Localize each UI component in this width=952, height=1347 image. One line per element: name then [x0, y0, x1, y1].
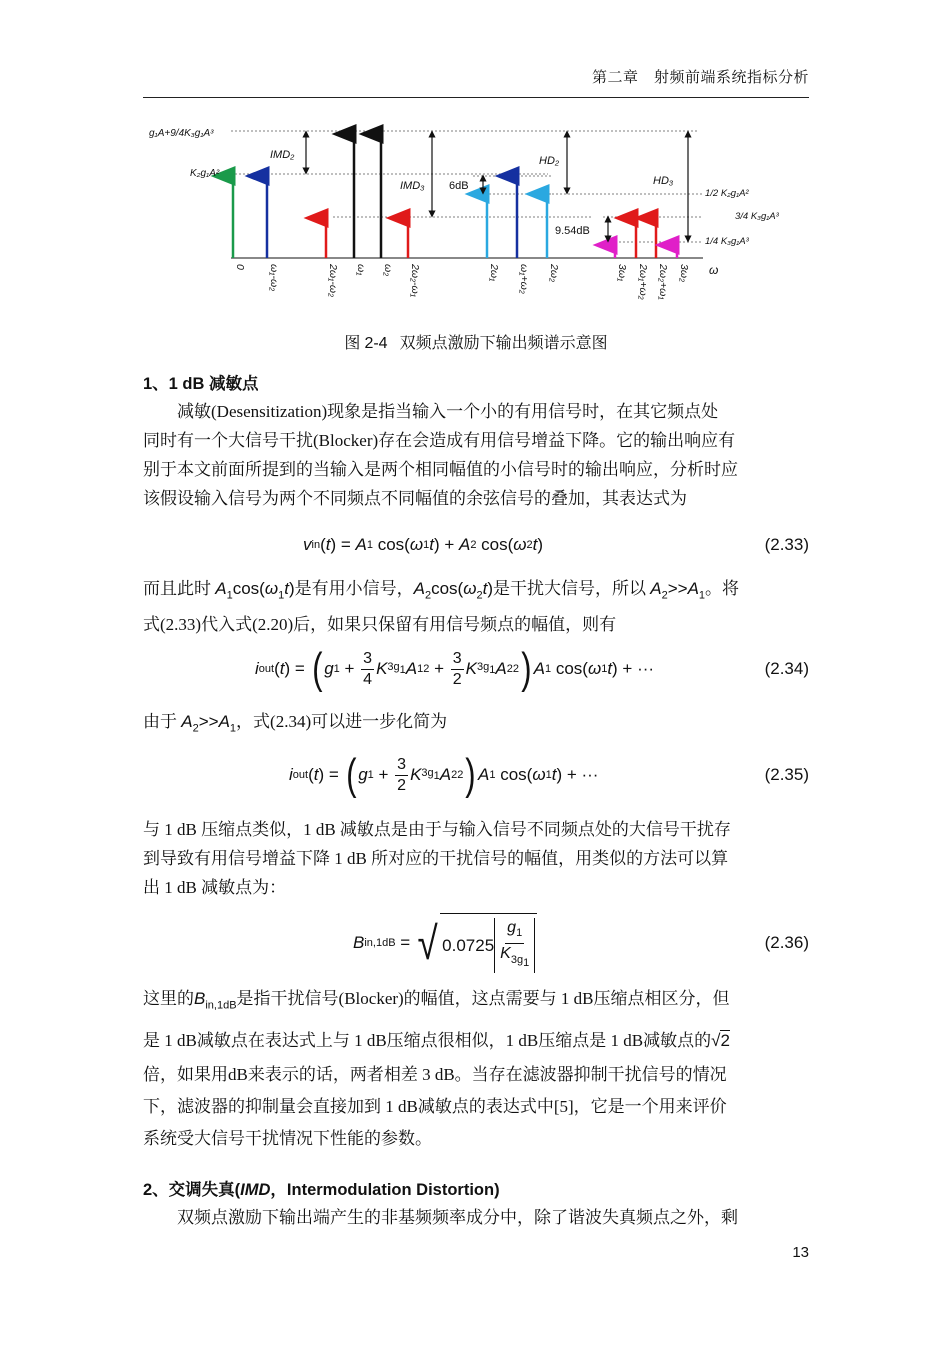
tick-label-w1-minus-w2: ω₁-ω₂ [268, 264, 280, 292]
paragraph-desensitization [143, 397, 809, 513]
spectral-lines [233, 134, 677, 258]
paragraph-simplify [143, 707, 809, 743]
equation-2-36-constant: 0.0725 [442, 935, 495, 955]
tick-label-w1: ω₁ [355, 264, 367, 276]
p3-line-1: 由于 $A_2>>A_1$，式(2.34)可以进一步化简为 [143, 712, 448, 735]
equation-2-35 [143, 746, 809, 804]
tick-label-2w1-minus-w2: 2ω₁-ω₂ [327, 264, 339, 298]
equation-2-34-body: i out ( t ) = ( g 1 + $\frac{3}{4}$ K $3g_1$ A 1 2 + $\frac{3}{2}$ K $3g_1$ A 2 2 ) A 1 cos( ω 1 t ) + ··· [255, 644, 655, 693]
paragraph-1db-desense [143, 815, 809, 902]
caption-text: 双频点激励下输出频谱示意图 [399, 335, 608, 352]
equation-number-2-34: (2.34) [764, 659, 809, 678]
label-6db: 6dB [449, 180, 469, 192]
paragraph-blocker [143, 983, 809, 1155]
caption-prefix: 图 [344, 335, 361, 352]
p4-line-3: 出 1 dB 减敏点为： [143, 878, 287, 897]
paragraph-small-signal [143, 574, 809, 639]
tick-label-2w1-plus-w2: 2ω₁+ω₂ [637, 264, 649, 300]
section-heading-1: 1、1 dB 减敏点 [143, 375, 259, 393]
running-header: 第二章 射频前端系统指标分析 [591, 70, 809, 86]
page-number: 13 [792, 1244, 809, 1261]
p5-line-5: 系统受大信号干扰情况下性能的参数。 [143, 1129, 432, 1149]
equation-number-2-35: (2.35) [764, 765, 809, 784]
p5-line-2: 是 1 dB减敏点在表达式上与 1 dB压缩点很相似，1 dB压缩点是 1 dB减敏点的√2 [143, 1031, 730, 1051]
tick-label-2w2: 2ω₂ [548, 264, 560, 283]
label-k2-level: K₂g₁A² [190, 168, 220, 179]
tick-label-3w2: 3ω₂ [678, 264, 690, 283]
tick-label-0: 0 [234, 264, 246, 270]
label-half-k2: 1/2 K₂g₁A² [705, 188, 749, 199]
label-imd3: IMD₃ [400, 180, 425, 192]
tick-label-w1-plus-w2: ω₁+ω₂ [518, 264, 530, 294]
label-omega-axis: ω [709, 263, 719, 277]
label-imd2: IMD₂ [270, 149, 295, 161]
equation-2-35-body: i out ( t ) = ( g 1 + $\frac{3}{2}$ K $3g_1$ A 2 2 ) A 1 cos( ω 1 t ) + ··· [289, 750, 599, 799]
equation-2-36-body: B in,1dB = √ 0.0725 $\frac{g_1}{K_{3g_1}}$ [353, 912, 537, 974]
equation-2-34 [143, 640, 809, 698]
tick-label-w2: ω₂ [382, 264, 394, 277]
tick-label-2w2-minus-w1: 2ω₂-ω₁ [409, 264, 421, 298]
label-three-quarter-k3: 3/4 K₃g₁A³ [735, 211, 779, 222]
label-hd3: HD₃ [653, 175, 674, 187]
p1-line-2: 同时有一个大信号干扰(Blocker)存在会造成有用信号增益下降。它的输出响应有 [143, 431, 736, 450]
p4-line-1: 与 1 dB 压缩点类似，1 dB 减敏点是由于与输入信号不同频点处的大信号干扰存 [143, 820, 731, 839]
p1-line-3: 别于本文前面所提到的当输入是两个相同幅值的小信号时的输出响应，分析时应 [143, 460, 738, 479]
header-rule [143, 97, 809, 98]
p1-line-1: 减敏(Desensitization)现象是指当输入一个小的有用信号时，在其它频点处 [177, 402, 719, 421]
figure-caption [0, 330, 952, 353]
p5-line-1: 这里的$B_{in,1dB}$是指干扰信号(Blocker)的幅值，这点需要与 1 dB压缩点相区分，但 [143, 989, 730, 1012]
equation-2-33 [143, 530, 809, 560]
p2-line-2: 式(2.33)代入式(2.20)后，如果只保留有用信号频点的幅值，则有 [143, 615, 617, 635]
spectrum-figure [143, 118, 809, 318]
tick-label-2w2-plus-w1: 2ω₂+ω₁ [657, 264, 669, 300]
paragraph-imd-intro [143, 1203, 809, 1232]
equation-number-2-33: (2.33) [764, 535, 809, 554]
p2-line-1: 而且此时 $A_1\cos(\omega_1t)$是有用小信号，$A_2\cos(\omega_2t)$是干扰大信号，所以 $A_2>>A_1$。将 [143, 579, 740, 602]
tick-label-2w1: 2ω₁ [488, 264, 500, 282]
p6-line-1: 双频点激励下输出端产生的非基频频率成分中，除了谐波失真频点之外，剩 [177, 1208, 738, 1227]
equation-number-2-36: (2.36) [764, 933, 809, 952]
label-hd2: HD₂ [539, 155, 560, 167]
label-quarter-k3: 1/4 K₃g₁A³ [705, 236, 749, 247]
section-heading-2: 2、交调失真(IMD，Intermodulation Distortion) [143, 1181, 500, 1199]
p5-line-4: 下，滤波器的抑制量会直接加到 1 dB减敏点的表达式中[5]，它是一个用来评价 [143, 1097, 727, 1117]
caption-number: 2-4 [364, 335, 388, 352]
label-9-54db: 9.54dB [555, 225, 590, 237]
p5-line-3: 倍，如果用dB来表示的话，两者相差 3 dB。当存在滤波器抑制干扰信号的情况 [143, 1065, 727, 1085]
label-top-level: g₁A+9/4K₃g₁A³ [149, 128, 214, 139]
p1-line-4: 该假设输入信号为两个不同频点不同幅值的余弦信号的叠加，其表达式为 [143, 489, 687, 508]
dimension-arrows [306, 134, 688, 239]
tick-label-3w1: 3ω₁ [616, 264, 628, 282]
equation-2-33-body: v in ( t ) = A 1 cos( ω 1 t ) + A 2 cos( ω 2 t ) [303, 535, 544, 554]
equation-2-36 [143, 912, 809, 974]
p4-line-2: 到导致有用信号增益下降 1 dB 所对应的干扰信号的幅值，用类似的方法可以算 [143, 849, 729, 868]
